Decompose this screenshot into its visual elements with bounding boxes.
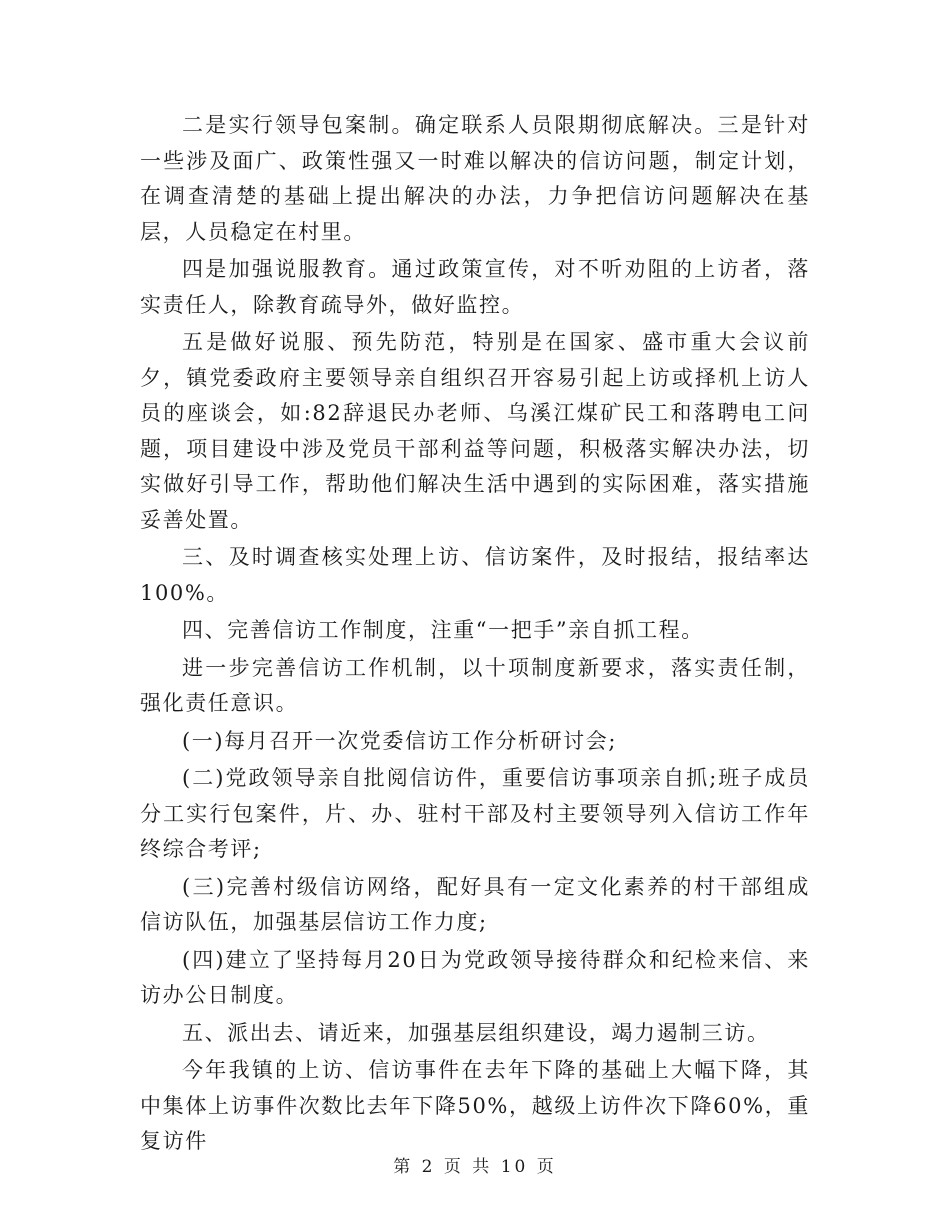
paragraph: 四是加强说服教育。通过政策宣传，对不听劝阻的上访者，落实责任人，除教育疏导外，做好监控。 xyxy=(140,257,810,317)
paragraph: (二)党政领导亲自批阅信访件，重要信访事项亲自抓;班子成员分工实行包案件，片、办、驻村干部及村主要领导列入信访工作年终综合考评; xyxy=(140,766,810,861)
page-number: 第 2 页 共 10 页 xyxy=(393,1157,557,1177)
paragraph: 二是实行领导包案制。确定联系人员限期彻底解决。三是针对一些涉及面广、政策性强又一时难以解决的信访问题，制定计划，在调查清楚的基础上提出解决的办法，力争把信访问题解决在基层，人员稳定在村里。 xyxy=(140,113,810,244)
paragraph: (三)完善村级信访网络，配好具有一定文化素养的村干部组成信访队伍，加强基层信访工作力度; xyxy=(140,874,810,934)
paragraph: (四)建立了坚持每月20日为党政领导接待群众和纪检来信、来访办公日制度。 xyxy=(140,947,810,1007)
paragraph: 今年我镇的上访、信访事件在去年下降的基础上大幅下降，其中集体上访事件次数比去年下降50%，越级上访件次下降60%，重复访件 xyxy=(140,1058,810,1153)
paragraph: 五、派出去、请近来，加强基层组织建设，竭力遏制三访。 xyxy=(182,1020,770,1045)
paragraph: 四、完善信访工作制度，注重“一把手”亲自抓工程。 xyxy=(182,618,704,642)
document-body xyxy=(140,108,810,1160)
paragraph: 进一步完善信访工作机制，以十项制度新要求，落实责任制，强化责任意识。 xyxy=(140,655,810,715)
paragraph: 三、及时调查核实处理上访、信访案件，及时报结，报结率达100%。 xyxy=(140,545,810,605)
paragraph: (一)每月召开一次党委信访工作分析研讨会; xyxy=(182,728,618,753)
paragraph: 五是做好说服、预先防范，特别是在国家、盛市重大会议前夕，镇党委政府主要领导亲自组织召开容易引起上访或择机上访人员的座谈会，如:82辞退民办老师、乌溪江煤矿民工和落聘电工问题，项目建设中涉及党员干部利益等问题，积极落实解决办法，切实做好引导工作，帮助他们解决生活中遇到的实际困难，落实措施妥善处置。 xyxy=(140,330,810,532)
